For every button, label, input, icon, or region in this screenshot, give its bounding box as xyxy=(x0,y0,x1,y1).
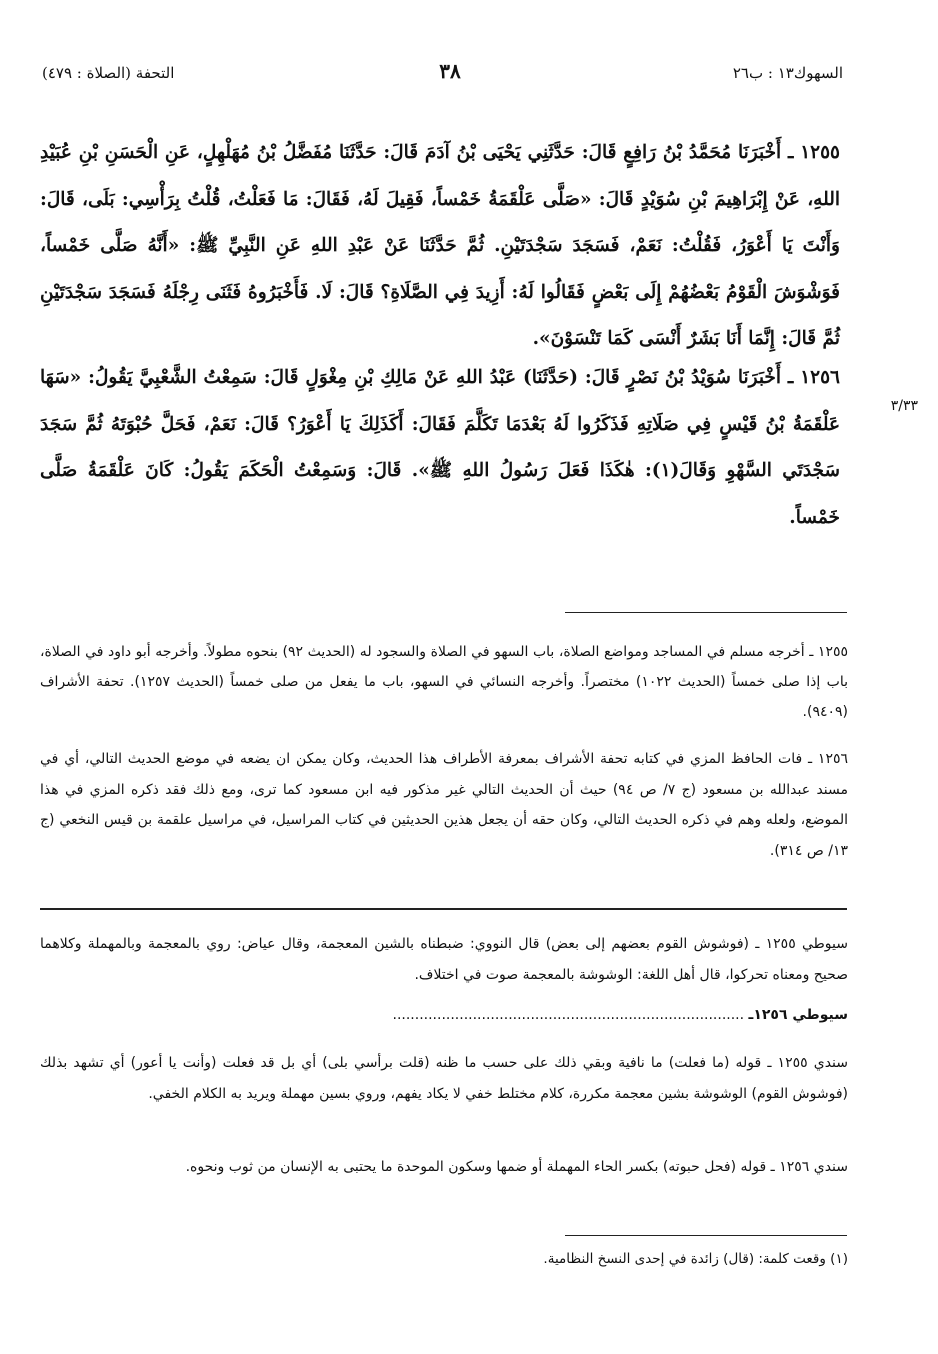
takhrij-note-1255: ١٢٥٥ ـ أخرجه مسلم في المساجد ومواضع الصلاة، باب السهو في الصلاة والسجود له (الحديث ٩٢) بنحوه مطولاً. وأخرجه أبو داود في الصلاة، باب إذا صلى خمساً (الحديث ١٠٢٢) مختصراً. وأخرجه النسائي في السهو، باب ما يفعل من صلى خمساً (الحديث ١٢٥٧). تحفة الأشراف (٩٤٠٩). xyxy=(40,644,848,720)
suyuti-commentary-1256 xyxy=(40,1000,848,1030)
margin-reference: ٣/٣٣ xyxy=(890,398,918,414)
sindi-commentary-1255: سندي ١٢٥٥ ـ قوله (ما فعلت) ما نافية وبقي ذلك على حسب ما ظنه (قلت برأسي بلى) أي بل قد فعلت (وأنت يا أعور) أي تشهد بذلك (فوشوش القوم) الوشوشة بشين معجمة مكررة، كلام مختلط خفي لا يكاد يفهم، وروي بسين مهملة ويريد به الكلام الخفي. xyxy=(40,1055,848,1102)
page-number: ٣٨ xyxy=(439,59,461,83)
footnote-1: (١) وقعت كلمة: (قال) زائدة في إحدى النسخ النظامية. xyxy=(543,1251,848,1267)
hadith-1256-text: ١٢٥٦ ـ أَخْبَرَنَا سُوَيْدُ بْنُ نَصْرٍ قَالَ: (حَدَّثَنَا) عَبْدُ اللهِ عَنْ مَالِكِ بْنِ مِغْوَلٍ قَالَ: سَمِعْتُ الشَّعْبِيَّ يَقُولُ: «سَهَا عَلْقَمَةُ بْنُ قَيْسٍ فِي صَلَاتِهِ فَذَكَرُوا لَهُ بَعْدَمَا تَكَلَّمَ فَقَالَ: أَكَذَلِكَ يَا أَعْوَرُ؟ قَالَ: نَعَمْ، فَحَلَّ حُبْوَتَهُ ثُمَّ سَجَدَ سَجْدَتَي السَّهْوِ وَقَالَ(١): هٰكَذَا فَعَلَ رَسُولُ اللهِ ﷺ». قَالَ: وَسَمِعْتُ الْحَكَمَ يَقُولُ: كَانَ عَلْقَمَةُ صَلَّى خَمْساً. xyxy=(40,367,840,528)
footnote-divider-bottom xyxy=(565,1235,847,1236)
suyuti-1256-dots: ............................................................................... xyxy=(392,1007,745,1023)
takhrij-note-1256: ١٢٥٦ ـ فات الحافظ المزي في كتابه تحفة الأشراف بمعرفة الأطراف هذا الحديث، وكان يمكن ان يضعه في موضع الحديث التالي، أي في مسند عبدالله بن مسعود (ج ٧/ ص ٩٤) حيث أن الحديث التالي غير مذكور فيه ابن مسعود كما ترى، ومع ذلك فقد ذكره المزي في هذا الموضع، ولعله وهم في ذكره الحديث التالي، وكان حقه أن يجعل هذين الحديثين في كتاب المراسيل، في مراسيل علقمة بن قيس النخعي (ج ١٣/ ص ٣١٤). xyxy=(40,751,849,859)
commentary-divider xyxy=(40,908,847,910)
running-header-right: السهوك١٣ : ب٢٦ xyxy=(732,64,843,82)
sindi-commentary-1256: سندي ١٢٥٦ ـ قوله (فحل حبوته) بكسر الحاء المهملة أو ضمها وسكون الموحدة ما يحتبى به الإنسان من ثوب ونحوه. xyxy=(185,1159,848,1175)
hadith-1255-text: ١٢٥٥ ـ أَخْبَرَنَا مُحَمَّدُ بْنُ رَافِعٍ قَالَ: حَدَّثَنِي يَحْيَى بْنُ آدَمَ قَالَ: حَدَّثَنَا مُفَضَّلُ بْنُ مُهَلْهِلٍ، عَنِ الْحَسَنِ بْنِ عُبَيْدِ اللهِ، عَنْ إِبْرَاهِيمَ بْنِ سُوَيْدٍ قَالَ: «صَلَّى عَلْقَمَةُ خَمْساً، فَقِيلَ لَهُ، فَقَالَ: مَا فَعَلْتُ، قُلْتُ بِرَأْسِي: بَلَى، قَالَ: وَأَنْتَ يَا أَعْوَرُ، فَقُلْتُ: نَعَمْ، فَسَجَدَ سَجْدَتَيْنِ. ثُمَّ حَدَّثَنَا عَنْ عَبْدِ اللهِ عَنِ النَّبِيِّ ﷺ: «أَنَّهُ صَلَّى خَمْساً، فَوَشْوَشَ الْقَوْمُ بَعْضُهُمْ إِلَى بَعْضٍ فَقَالُوا لَهُ: أَزِيدَ فِي الصَّلَاةِ؟ قَالَ: لَا. فَأَخْبَرُوهُ فَثَنَى رِجْلَهُ فَسَجَدَ سَجْدَتَيْنِ ثُمَّ قَالَ: إِنَّمَا أَنَا بَشَرٌ أَنْسَى كَمَا تَنْسَوْنَ». xyxy=(40,142,840,349)
suyuti-1256-label: سيوطي ١٢٥٦ـ xyxy=(748,1007,848,1023)
suyuti-commentary-1255: سيوطي ١٢٥٥ ـ (فوشوش القوم بعضهم إلى بعض) قال النووي: ضبطناه بالشين المعجمة، وقال عياض: روي بالمعجمة وبالمهملة وكلاهما صحيح ومعناه تحركوا، قال أهل اللغة: الوشوشة بالمعجمة صوت في اختلاف. xyxy=(40,936,848,983)
running-header-left: التحفة (الصلاة : ٤٧٩) xyxy=(42,64,175,82)
footnote-divider xyxy=(565,612,847,613)
